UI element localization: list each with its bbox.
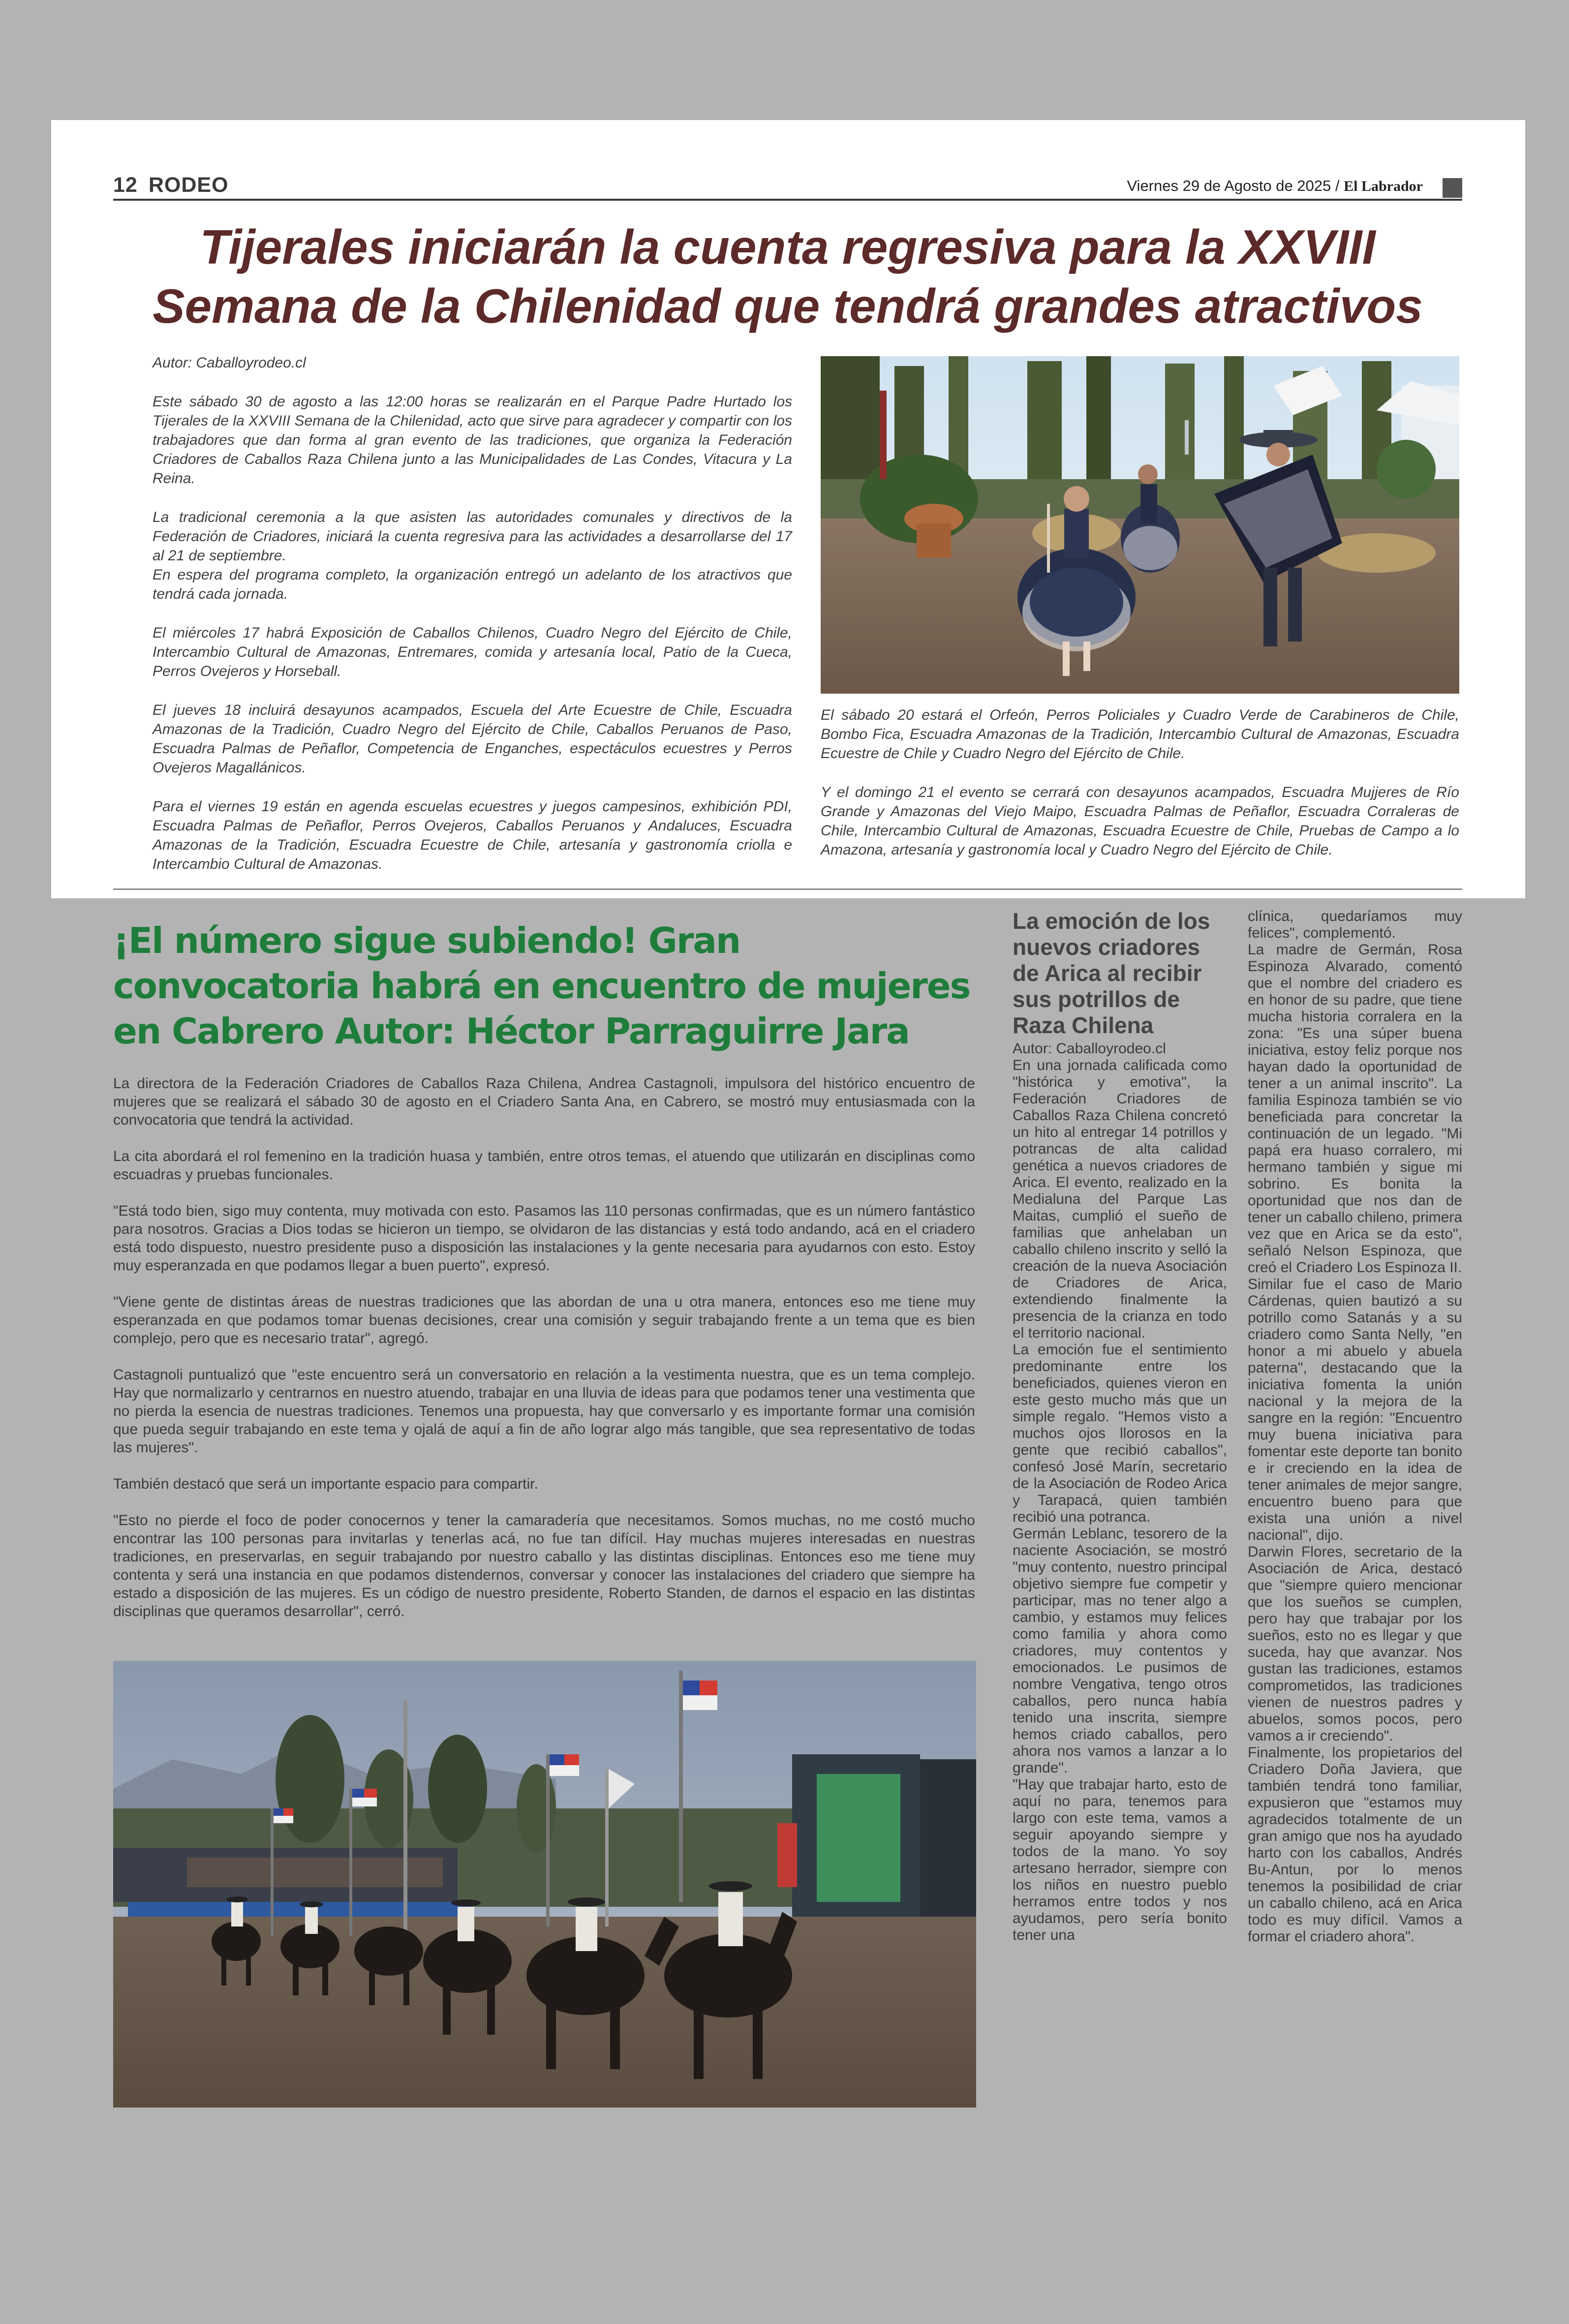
issue-date: Viernes 29 de Agosto de 2025	[1127, 177, 1331, 194]
article2-paragraph: "Está todo bien, sigo muy contenta, muy motivada con esto. Pasamos las 110 personas confirmadas, que es un número fantástico para nosotros. Gracias a Dios todas se hicieron un tiempo, se olvidaron de las distancias y está todo andando, acá en el criadero está todo dispuesto, nuestro presidente puso a disposición las instalaciones y la gente necesaria para ayudarnos con esto. Estoy muy esperanzada en que podamos llegar a buen puerto", expresó.	[113, 1203, 975, 1274]
article1-paragraph: Para el viernes 19 están en agenda escuelas ecuestres y juegos campesinos, exhibición PDI, Escuadra Palmas de Peñaflor, Perros Ovejeros, Caballos Peruanos y Andaluces, Escuadra Amazonas de la Tradición, Escuadra Ecuestre de Chile, artesanía y gastronomía criolla e Intercambio Cultural de Amazonas.	[153, 798, 792, 872]
article3-column-2	[1248, 908, 1462, 1945]
article1-headline: Tijerales iniciarán la cuenta regresiva para la XXVIII Semana de la Chilenidad que tendrá grandes atractivos	[153, 220, 1423, 333]
article2-paragraph: La directora de la Federación Criadores de Caballos Raza Chilena, Andrea Castagnoli, impulsora del histórico encuentro de mujeres que se realizará el sábado 30 de agosto en el Criadero Santa Ana, en Cabrero, se mostró muy entusiasmada con la convocatoria que tendrá la actividad.	[113, 1075, 975, 1128]
article3-column-1	[1013, 908, 1227, 1944]
masthead-square-mark	[1443, 178, 1462, 198]
article3-paragraph: La emoción fue el sentimiento predominante entre los beneficiados, quienes vieron en este gesto mucho más que un simple regalo. "Hemos visto a muchos ojos llorosos en la gente que recibió caballos", confesó José Marín, secretario de la Asociación de Rodeo Arica y Tarapacá, quien también recibió una potranca.	[1013, 1342, 1227, 1525]
article1-paragraph: Y el domingo 21 el evento se cerrará con desayunos acampados, Escuadra Mujjeres de Río Grande y Amazonas del Viejo Maipo, Escuadra Palmas de Peñaflor, Escuadra Corraleras de Chile, Intercambio Cultural de Amazonas, Escuadra Ecuestre de Chile, Pruebas de Campo a lo Amazona, artesanía y gastronomía local y Cuadro Negro del Ejército de Chile.	[821, 784, 1459, 858]
section-divider	[113, 888, 1462, 890]
dateline-separator: /	[1335, 177, 1340, 194]
publication-name: El Labrador	[1344, 178, 1423, 194]
article3-author: Autor: Caballoyrodeo.cl	[1013, 1040, 1166, 1057]
article3-paragraph: Germán Leblanc, tesorero de la naciente Asociación, se mostró "muy contento, nuestro principal objetivo siempre fue competir y participar, mas no tener algo a cambio, y estamos muy felices como familia y ahora como criadores, muy contentos y emocionados. Le pusimos de nombre Vengativa, tengo otros caballos, pero nunca había tenido una inscrita, siempre hemos criado caballos, pero ahora nos vamos a lanzar a lo grande".	[1013, 1526, 1227, 1776]
article3-headline: La emoción de los nuevos criadores de Arica al recibir sus potrillos de Raza Chilena	[1013, 908, 1210, 1038]
article1-paragraph: El sábado 20 estará el Orfeón, Perros Policiales y Cuadro Verde de Carabineros de Chile, Bombo Fica, Escuadra Amazonas de la Tradición, Intercambio Cultural de Amazonas, Escuadra Ecuestre de Chile y Cuadro Negro del Ejército de Chile.	[821, 707, 1459, 762]
article1-paragraph: En espera del programa completo, la organización entregó un adelanto de los atractivos que tendrá cada jornada.	[153, 567, 792, 602]
article3-paragraph: clínica, quedaríamos muy felices", complementó.	[1248, 908, 1462, 941]
article1-paragraph: El miércoles 17 habrá Exposición de Caballos Chilenos, Cuadro Negro del Ejército de Chile, Intercambio Cultural de Amazonas, Entremares, comida y artesanía local, Patio de la Cueca, Perros Ovejeros y Horseball.	[153, 625, 792, 679]
article1-paragraph: Este sábado 30 de agosto a las 12:00 horas se realizarán en el Parque Padre Hurtado los Tijerales de la XXVIII Semana de la Chilenidad, acto que sirve para agradecer y compartir con los trabajadores que dan forma al gran evento de las tradiciones, que organiza la Federación Criadores de Caballos Raza Chilena junto a las Municipalidades de Las Condes, Vitacura y La Reina.	[153, 394, 792, 487]
article3-paragraph: La madre de Germán, Rosa Espinoza Alvarado, comentó que el nombre del criadero es en honor de su padre, que tiene mucha historia corralera en la zona: "Es una súper buena iniciativa, estoy feliz porque nos hayan dado la oportunidad de tener a un animal inscrito". La familia Espinoza también se vio beneficiada para concretar la continuación de un legado. "Mi papá era huaso corralero, mi hermano también y sigue mi sobrino. Es bonita la oportunidad que nos dan de tener un caballo chileno, primera vez que en Arica se da esto", señaló Nelson Espinoza, que creó el Criadero Los Espinoza II.	[1248, 942, 1462, 1276]
article2-paragraph: "Viene gente de distintas áreas de nuestras tradiciones que las abordan de una u otra manera, entonces eso me tiene muy esperanzada en que podamos tomar buenas decisiones, crear una comisión y seguir trabajando frente a un tema que es bien complejo, pero que es necesario tratar", agregó.	[113, 1294, 975, 1346]
article1-author: Autor: Caballoyrodeo.cl	[153, 355, 306, 371]
article3-paragraph: En una jornada calificada como "histórica y emotiva", la Federación Criadores de Caballos Raza Chilena concretó un hito al entregar 14 potrillos y potrancas de alta calidad genética a nuevos criadores de Arica. El evento, realizado en la Medialuna del Parque Las Maitas, cumplió el sueño de familias que anhelaban un caballo chileno inscrito y selló la creación de la nueva Asociación de Criadores de Arica, extendiendo finalmente la presencia de la crianza en todo el territorio nacional.	[1013, 1057, 1227, 1341]
section-label	[113, 173, 240, 197]
page-number: 12	[113, 173, 138, 197]
article3-paragraph: "Hay que trabajar harto, esto de aquí no para, tenemos para largo con este tema, vamos a seguir apoyando siempre y todos de la mano. Yo soy artesano herrador, siempre con los niños en nuestro pueblo herramos entre todos y nos ayudamos, pero sería bonito tener una	[1013, 1776, 1227, 1943]
article2-paragraph: La cita abordará el rol femenino en la tradición huasa y también, entre otros temas, el atuendo que utilizarán en disciplinas como escuadras y pruebas funcionales.	[113, 1148, 975, 1183]
article2-paragraph: Castagnoli puntualizó que "este encuentro será un conversatorio en relación a la vestimenta nuestra, que es un tema complejo. Hay que normalizarlo y centrarnos en nuestro atuendo, trabajar en una lluvia de ideas para que podamos tener una vestimenta que no pierda la esencia de nuestras tradiciones. Tenemos una propuesta, hay que conversarlo y es importante formar una comisión que pueda seguir trabajando en este tema y ojalá de aquí a fin de año lograr algo más tangible, que sea representativo de todas las mujeres".	[113, 1367, 975, 1456]
article1-paragraph: El jueves 18 incluirá desayunos acampados, Escuela del Arte Ecuestre de Chile, Escuadra Amazonas de la Tradición, Cuadro Negro del Ejército de Chile, Caballos Peruanos de Paso, Escuadra Palmas de Peñaflor, Competencia de Enganches, espectáculos ecuestres y Perros Ovejeros Magallánicos.	[153, 702, 792, 776]
dateline	[1127, 177, 1423, 195]
article2-headline: ¡El número sigue subiendo! Gran convocatoria habrá en encuentro de mujeres en Cabrero Autor: Héctor Parraguirre Jara	[113, 920, 970, 1052]
article1-paragraph: La tradicional ceremonia a la que asisten las autoridades comunales y directivos de la Federación de Criadores, iniciará la cuenta regresiva para las actividades a desarrollarse del 17 al 21 de septiembre.	[153, 509, 792, 564]
section-name: RODEO	[148, 173, 229, 197]
article3-paragraph: Darwin Flores, secretario de la Asociación de Arica, destacó que "siempre quiero mencionar que los sueños se cumplen, pero hay que trabajar por los sueños, esto no es llegar y que suceda, hay que avanzar. Nos gustan las tradiciones, estamos comprometidos, las tradiciones vienen de nuestros padres y abuelos, somos pocos, pero vamos a ir creciendo".	[1248, 1544, 1462, 1744]
article1-right-column	[821, 705, 1459, 879]
cueca-dancers-photo	[821, 356, 1459, 694]
article3-paragraph: Similar fue el caso de Mario Cárdenas, quien bautizó a su potrillo como Satanás y a su criadero como Santa Nelly, "en honor a mi abuelo y abuela paterna", destacando que la iniciativa fomenta la unión nacional y la mejora de la sangre en la región: "Encuentro muy buena iniciativa para fomentar este deporte tan bonito e ir creciendo en la idea de tener animales de mejor sangre, encuentro bueno para que exista una unión a nivel nacional", dijo.	[1248, 1276, 1462, 1543]
article2-paragraph: También destacó que será un importante espacio para compartir.	[113, 1476, 538, 1492]
article3-paragraph: Finalmente, los propietarios del Criadero Doña Javiera, que también tendrá tono familiar, expusieron que "estamos muy agradecidos totalmente de un gran amigo que nos ha ayudado harto con los caballos, Andrés Bu-Antun, por lo menos tenemos la posibilidad de criar un caballo chileno, acá en Arica todo es muy difícil. Vamos a formar el criadero ahora".	[1248, 1744, 1462, 1945]
masthead	[113, 173, 1462, 201]
article1-left-column	[153, 353, 792, 893]
article2-body	[113, 1074, 975, 1639]
huasos-on-horses-photo	[113, 1661, 976, 2108]
article2-paragraph: "Esto no pierde el foco de poder conocernos y tener la camaradería que necesitamos. Somos muchas, no me costó mucho encontrar las 100 personas para invitarlas y tenerlas acá, no fue tan difícil. Hay muchas mujeres interesadas en nuestras tradiciones, en preservarlas, en seguir trabajando por nuestro caballo y las distintas disciplinas. Entonces eso me tiene muy contenta y será una instancia en que podamos distendernos, conversar y conocer las instalaciones del criadero que siempre ha estado a disposición de las mujeres. Es un código de nuestro presidente, Roberto Standen, de darnos el espacio en las distintas disciplinas que queramos desarrollar", cerró.	[113, 1512, 975, 1620]
